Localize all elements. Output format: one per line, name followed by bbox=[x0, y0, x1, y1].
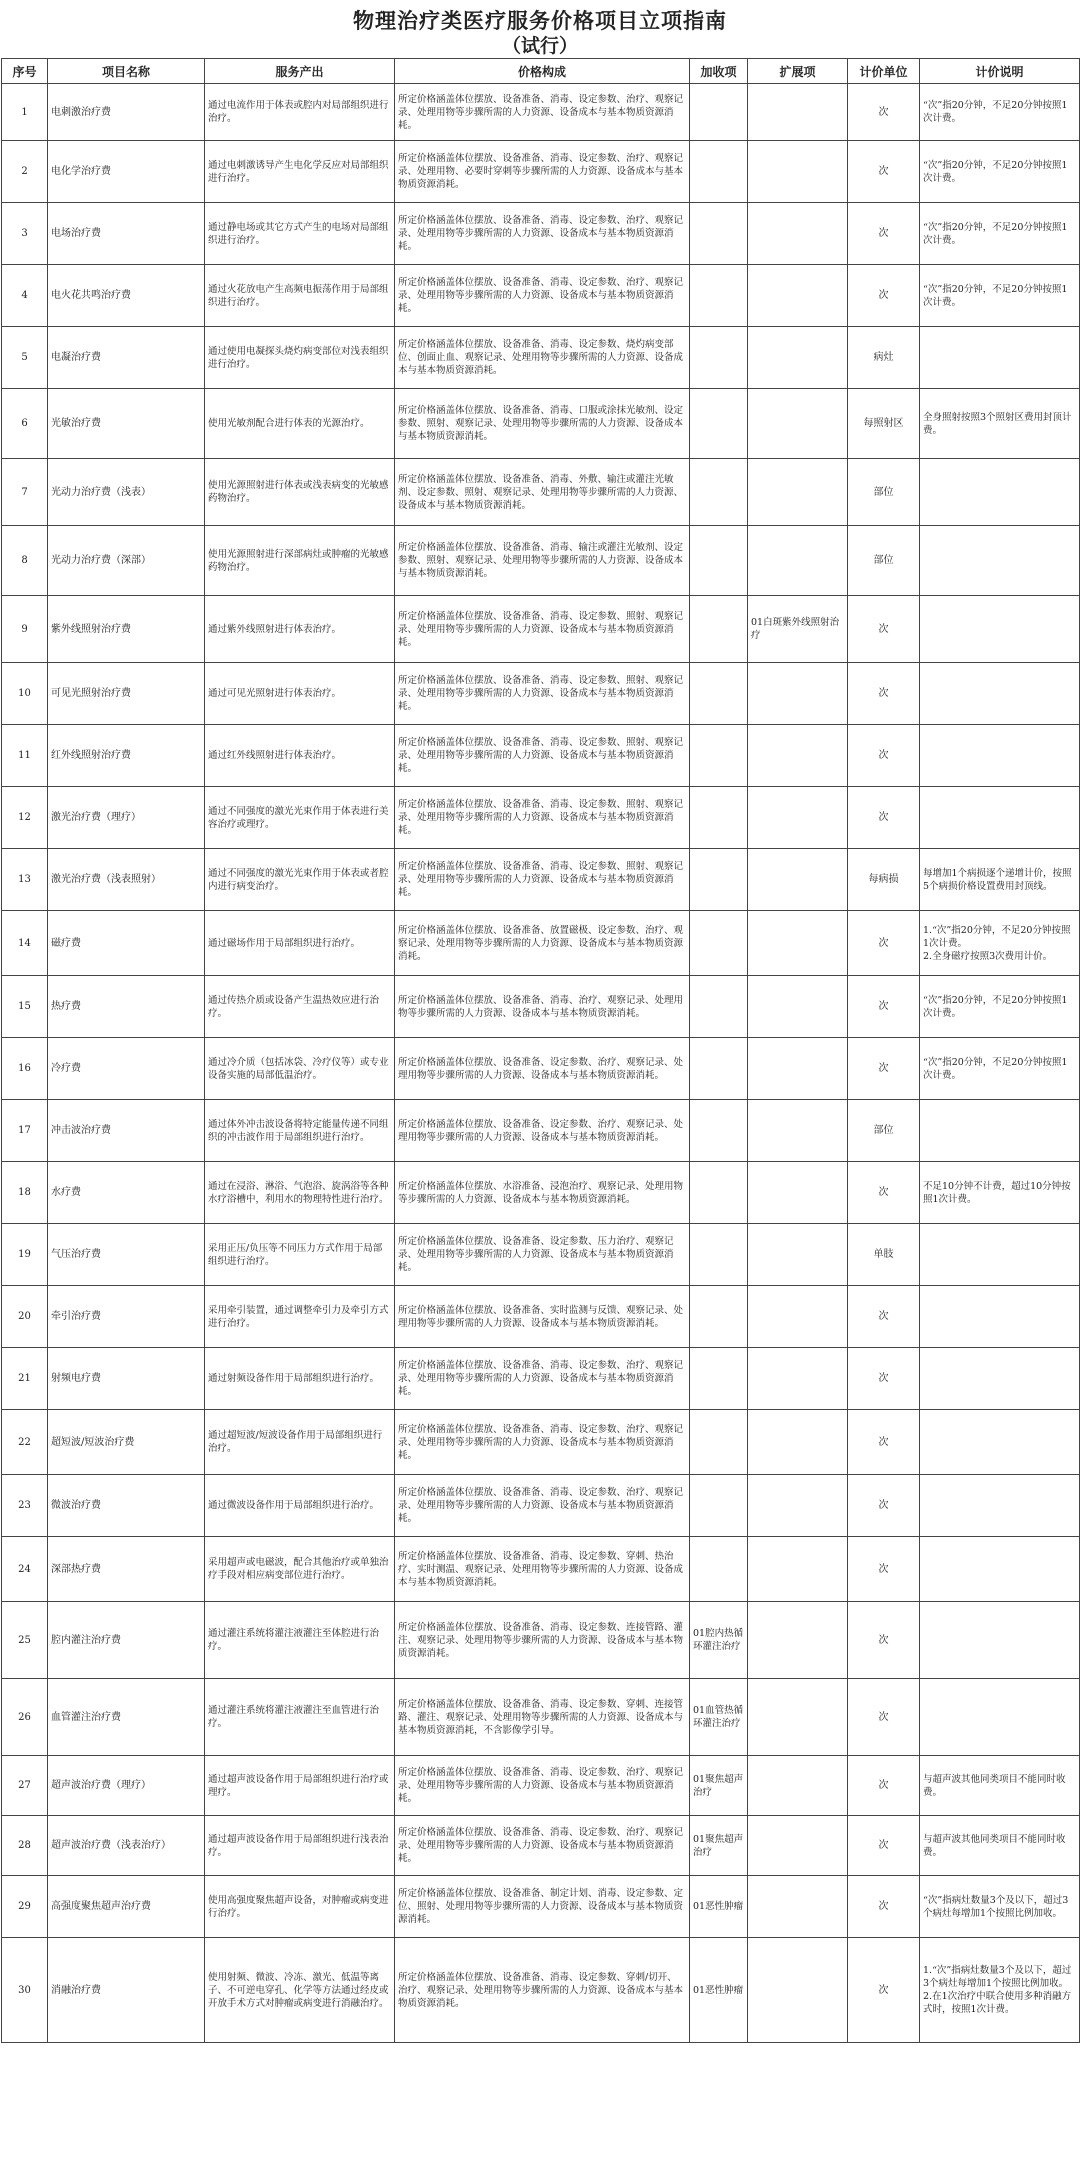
cell-extension bbox=[748, 459, 848, 526]
cell-surcharge bbox=[690, 1475, 748, 1537]
cell-surcharge: 01血管热循环灌注治疗 bbox=[690, 1679, 748, 1756]
cell-no: 9 bbox=[2, 596, 48, 663]
cell-surcharge bbox=[690, 976, 748, 1038]
cell-output: 通过火花放电产生高频电振荡作用于局部组织进行治疗。 bbox=[205, 265, 395, 327]
cell-unit: 次 bbox=[848, 265, 920, 327]
cell-explain bbox=[920, 459, 1080, 526]
cell-name: 激光治疗费（浅表照射） bbox=[48, 849, 205, 911]
table-row bbox=[2, 1475, 1080, 1537]
header-cell-explain: 计价说明 bbox=[920, 59, 1080, 84]
cell-composition: 所定价格涵盖体位摆放、设备准备、消毒、设定参数、连接管路、灌注、观察记录、处理用物等步骤所需的人力资源、设备成本与基本物质资源消耗。 bbox=[395, 1602, 690, 1679]
cell-extension bbox=[748, 1348, 848, 1410]
table-row bbox=[2, 141, 1080, 203]
cell-extension bbox=[748, 389, 848, 459]
cell-name: 深部热疗费 bbox=[48, 1537, 205, 1602]
cell-no: 21 bbox=[2, 1348, 48, 1410]
cell-surcharge bbox=[690, 389, 748, 459]
cell-surcharge bbox=[690, 1038, 748, 1100]
cell-name: 气压治疗费 bbox=[48, 1224, 205, 1286]
cell-composition: 所定价格涵盖体位摆放、设备准备、设定参数、治疗、观察记录、处理用物等步骤所需的人力资源、设备成本与基本物质资源消耗。 bbox=[395, 1038, 690, 1100]
cell-extension bbox=[748, 141, 848, 203]
cell-output: 通过微波设备作用于局部组织进行治疗。 bbox=[205, 1475, 395, 1537]
cell-name: 光动力治疗费（深部） bbox=[48, 526, 205, 596]
cell-output: 通过传热介质或设备产生温热效应进行治疗。 bbox=[205, 976, 395, 1038]
header-cell-name: 项目名称 bbox=[48, 59, 205, 84]
cell-output: 通过紫外线照射进行体表治疗。 bbox=[205, 596, 395, 663]
cell-extension bbox=[748, 787, 848, 849]
cell-name: 光动力治疗费（浅表） bbox=[48, 459, 205, 526]
cell-unit: 单肢 bbox=[848, 1224, 920, 1286]
cell-unit: 次 bbox=[848, 1816, 920, 1876]
cell-name: 超声波治疗费（理疗） bbox=[48, 1756, 205, 1816]
table-row bbox=[2, 1876, 1080, 1938]
cell-extension bbox=[748, 1224, 848, 1286]
cell-composition: 所定价格涵盖体位摆放、设备准备、设定参数、治疗、观察记录、处理用物等步骤所需的人力资源、设备成本与基本物质资源消耗。 bbox=[395, 1100, 690, 1162]
cell-unit: 次 bbox=[848, 1348, 920, 1410]
document-header bbox=[0, 0, 1080, 58]
header-cell-extension: 扩展项 bbox=[748, 59, 848, 84]
cell-explain: “次”指20分钟，不足20分钟按照1次计费。 bbox=[920, 1038, 1080, 1100]
cell-no: 14 bbox=[2, 911, 48, 976]
cell-explain: “次”指病灶数量3个及以下，超过3个病灶每增加1个按照比例加收。 bbox=[920, 1876, 1080, 1938]
table-row bbox=[2, 1756, 1080, 1816]
cell-composition: 所定价格涵盖体位摆放、水浴准备、浸泡治疗、观察记录、处理用物等步骤所需的人力资源、设备成本与基本物质资源消耗。 bbox=[395, 1162, 690, 1224]
cell-output: 通过射频设备作用于局部组织进行治疗。 bbox=[205, 1348, 395, 1410]
price-guide-table bbox=[1, 58, 1080, 2043]
cell-output: 使用高强度聚焦超声设备，对肿瘤或病变进行治疗。 bbox=[205, 1876, 395, 1938]
cell-output: 通过在浸浴、淋浴、气泡浴、旋涡浴等各种水疗浴槽中，利用水的物理特性进行治疗。 bbox=[205, 1162, 395, 1224]
cell-no: 7 bbox=[2, 459, 48, 526]
document-title: 物理治疗类医疗服务价格项目立项指南 bbox=[353, 8, 727, 33]
cell-no: 10 bbox=[2, 663, 48, 725]
table-row bbox=[2, 1410, 1080, 1475]
table-row bbox=[2, 389, 1080, 459]
cell-composition: 所定价格涵盖体位摆放、设备准备、消毒、设定参数、治疗、观察记录、处理用物等步骤所需的人力资源、设备成本与基本物质资源消耗。 bbox=[395, 1816, 690, 1876]
cell-unit: 次 bbox=[848, 1475, 920, 1537]
cell-name: 牵引治疗费 bbox=[48, 1286, 205, 1348]
cell-surcharge: 01恶性肿瘤 bbox=[690, 1938, 748, 2043]
cell-surcharge bbox=[690, 1286, 748, 1348]
cell-extension bbox=[748, 849, 848, 911]
header-cell-composition: 价格构成 bbox=[395, 59, 690, 84]
header-cell-output: 服务产出 bbox=[205, 59, 395, 84]
cell-composition: 所定价格涵盖体位摆放、设备准备、消毒、设定参数、照射、观察记录、处理用物等步骤所需的人力资源、设备成本与基本物质资源消耗。 bbox=[395, 663, 690, 725]
cell-output: 使用射频、微波、冷冻、激光、低温等离子、不可逆电穿孔、化学等方法通过经皮或开放手术方式对肿瘤或病变进行消融治疗。 bbox=[205, 1938, 395, 2043]
cell-extension bbox=[748, 1100, 848, 1162]
cell-output: 通过使用电凝探头烧灼病变部位对浅表组织进行治疗。 bbox=[205, 327, 395, 389]
table-row bbox=[2, 1602, 1080, 1679]
cell-name: 超声波治疗费（浅表治疗） bbox=[48, 1816, 205, 1876]
table-row bbox=[2, 911, 1080, 976]
cell-surcharge bbox=[690, 327, 748, 389]
cell-explain: 与超声波其他同类项目不能同时收费。 bbox=[920, 1816, 1080, 1876]
cell-output: 通过冷介质（包括冰袋、冷疗仪等）或专业设备实施的局部低温治疗。 bbox=[205, 1038, 395, 1100]
cell-extension bbox=[748, 663, 848, 725]
cell-output: 通过体外冲击波设备将特定能量传递不同组织的冲击波作用于局部组织进行治疗。 bbox=[205, 1100, 395, 1162]
cell-unit: 次 bbox=[848, 1038, 920, 1100]
cell-explain bbox=[920, 327, 1080, 389]
cell-composition: 所定价格涵盖体位摆放、设备准备、消毒、设定参数、穿刺、热治疗、实时测温、观察记录、处理用物等步骤所需的人力资源、设备成本与基本物质资源消耗。 bbox=[395, 1537, 690, 1602]
table-row bbox=[2, 1100, 1080, 1162]
cell-explain: “次”指20分钟，不足20分钟按照1次计费。 bbox=[920, 141, 1080, 203]
cell-output: 通过磁场作用于局部组织进行治疗。 bbox=[205, 911, 395, 976]
cell-no: 6 bbox=[2, 389, 48, 459]
cell-explain: “次”指20分钟，不足20分钟按照1次计费。 bbox=[920, 203, 1080, 265]
cell-unit: 部位 bbox=[848, 459, 920, 526]
cell-name: 电场治疗费 bbox=[48, 203, 205, 265]
cell-surcharge bbox=[690, 596, 748, 663]
cell-no: 27 bbox=[2, 1756, 48, 1816]
cell-composition: 所定价格涵盖体位摆放、设备准备、消毒、外敷、输注或灌注光敏剂、设定参数、照射、观察记录、处理用物等步骤所需的人力资源、设备成本与基本物质资源消耗。 bbox=[395, 459, 690, 526]
cell-output: 通过不同强度的激光光束作用于体表进行美容治疗或理疗。 bbox=[205, 787, 395, 849]
cell-no: 19 bbox=[2, 1224, 48, 1286]
cell-explain bbox=[920, 1679, 1080, 1756]
cell-unit: 次 bbox=[848, 1756, 920, 1816]
cell-no: 1 bbox=[2, 84, 48, 141]
cell-surcharge bbox=[690, 1162, 748, 1224]
cell-surcharge bbox=[690, 1410, 748, 1475]
cell-extension bbox=[748, 327, 848, 389]
table-row bbox=[2, 84, 1080, 141]
cell-no: 20 bbox=[2, 1286, 48, 1348]
cell-no: 13 bbox=[2, 849, 48, 911]
cell-no: 2 bbox=[2, 141, 48, 203]
cell-extension bbox=[748, 976, 848, 1038]
cell-no: 8 bbox=[2, 526, 48, 596]
cell-output: 采用牵引装置，通过调整牵引力及牵引方式进行治疗。 bbox=[205, 1286, 395, 1348]
cell-explain: 与超声波其他同类项目不能同时收费。 bbox=[920, 1756, 1080, 1816]
cell-unit: 次 bbox=[848, 1938, 920, 2043]
cell-composition: 所定价格涵盖体位摆放、设备准备、设定参数、压力治疗、观察记录、处理用物等步骤所需的人力资源、设备成本与基本物质资源消耗。 bbox=[395, 1224, 690, 1286]
cell-composition: 所定价格涵盖体位摆放、设备准备、消毒、设定参数、治疗、观察记录、处理用物等步骤所需的人力资源、设备成本与基本物质资源消耗。 bbox=[395, 1756, 690, 1816]
cell-no: 12 bbox=[2, 787, 48, 849]
cell-surcharge bbox=[690, 911, 748, 976]
table-row bbox=[2, 327, 1080, 389]
cell-extension: 01白斑紫外线照射治疗 bbox=[748, 596, 848, 663]
cell-explain: 每增加1个病损逐个递增计价，按照5个病损价格设置费用封顶线。 bbox=[920, 849, 1080, 911]
table-row bbox=[2, 526, 1080, 596]
cell-unit: 次 bbox=[848, 1537, 920, 1602]
cell-no: 25 bbox=[2, 1602, 48, 1679]
header-cell-unit: 计价单位 bbox=[848, 59, 920, 84]
cell-surcharge bbox=[690, 725, 748, 787]
cell-explain bbox=[920, 787, 1080, 849]
cell-output: 通过静电场或其它方式产生的电场对局部组织进行治疗。 bbox=[205, 203, 395, 265]
cell-composition: 所定价格涵盖体位摆放、设备准备、消毒、设定参数、照射、观察记录、处理用物等步骤所需的人力资源、设备成本与基本物质资源消耗。 bbox=[395, 725, 690, 787]
cell-no: 4 bbox=[2, 265, 48, 327]
cell-surcharge: 01聚焦超声治疗 bbox=[690, 1756, 748, 1816]
cell-extension bbox=[748, 1602, 848, 1679]
cell-composition: 所定价格涵盖体位摆放、设备准备、消毒、设定参数、穿刺、连接管路、灌注、观察记录、处理用物等步骤所需的人力资源、设备成本与基本物质资源消耗，不含影像学引导。 bbox=[395, 1679, 690, 1756]
cell-composition: 所定价格涵盖体位摆放、设备准备、消毒、设定参数、治疗、观察记录、处理用物等步骤所需的人力资源、设备成本与基本物质资源消耗。 bbox=[395, 203, 690, 265]
cell-unit: 次 bbox=[848, 663, 920, 725]
table-row bbox=[2, 1162, 1080, 1224]
cell-surcharge bbox=[690, 265, 748, 327]
cell-unit: 次 bbox=[848, 203, 920, 265]
cell-name: 射频电疗费 bbox=[48, 1348, 205, 1410]
cell-name: 磁疗费 bbox=[48, 911, 205, 976]
cell-name: 电火花共鸣治疗费 bbox=[48, 265, 205, 327]
cell-surcharge: 01恶性肿瘤 bbox=[690, 1876, 748, 1938]
cell-surcharge bbox=[690, 459, 748, 526]
cell-output: 使用光敏剂配合进行体表的光源治疗。 bbox=[205, 389, 395, 459]
table-row bbox=[2, 1224, 1080, 1286]
cell-unit: 每病损 bbox=[848, 849, 920, 911]
table-row bbox=[2, 1286, 1080, 1348]
cell-unit: 次 bbox=[848, 1162, 920, 1224]
table-row bbox=[2, 596, 1080, 663]
cell-surcharge bbox=[690, 849, 748, 911]
cell-unit: 每照射区 bbox=[848, 389, 920, 459]
cell-unit: 次 bbox=[848, 976, 920, 1038]
cell-composition: 所定价格涵盖体位摆放、设备准备、消毒、设定参数、穿刺/切开、治疗、观察记录、处理用物等步骤所需的人力资源、设备成本与基本物质资源消耗。 bbox=[395, 1938, 690, 2043]
cell-unit: 次 bbox=[848, 1679, 920, 1756]
table-row bbox=[2, 265, 1080, 327]
cell-name: 冷疗费 bbox=[48, 1038, 205, 1100]
cell-unit: 次 bbox=[848, 725, 920, 787]
cell-surcharge bbox=[690, 663, 748, 725]
cell-output: 通过可见光照射进行体表治疗。 bbox=[205, 663, 395, 725]
cell-extension bbox=[748, 1537, 848, 1602]
cell-explain bbox=[920, 1475, 1080, 1537]
cell-unit: 次 bbox=[848, 1602, 920, 1679]
table-row bbox=[2, 1816, 1080, 1876]
cell-unit: 次 bbox=[848, 84, 920, 141]
cell-extension bbox=[748, 1679, 848, 1756]
cell-explain bbox=[920, 1286, 1080, 1348]
cell-surcharge bbox=[690, 1348, 748, 1410]
table-row bbox=[2, 1348, 1080, 1410]
cell-unit: 部位 bbox=[848, 526, 920, 596]
cell-name: 紫外线照射治疗费 bbox=[48, 596, 205, 663]
cell-extension bbox=[748, 1475, 848, 1537]
cell-composition: 所定价格涵盖体位摆放、设备准备、放置磁极、设定参数、治疗、观察记录、处理用物等步骤所需的人力资源、设备成本与基本物质资源消耗。 bbox=[395, 911, 690, 976]
cell-name: 光敏治疗费 bbox=[48, 389, 205, 459]
cell-composition: 所定价格涵盖体位摆放、设备准备、消毒、设定参数、治疗、观察记录、处理用物等步骤所需的人力资源、设备成本与基本物质资源消耗。 bbox=[395, 1348, 690, 1410]
cell-name: 腔内灌注治疗费 bbox=[48, 1602, 205, 1679]
cell-output: 通过灌注系统将灌注液灌注至血管进行治疗。 bbox=[205, 1679, 395, 1756]
table-row bbox=[2, 459, 1080, 526]
cell-explain bbox=[920, 725, 1080, 787]
cell-composition: 所定价格涵盖体位摆放、设备准备、消毒、设定参数、治疗、观察记录、处理用物等步骤所需的人力资源、设备成本与基本物质资源消耗。 bbox=[395, 265, 690, 327]
header-cell-surcharge: 加收项 bbox=[690, 59, 748, 84]
cell-output: 使用光源照射进行体表或浅表病变的光敏感药物治疗。 bbox=[205, 459, 395, 526]
table-row bbox=[2, 976, 1080, 1038]
cell-explain bbox=[920, 1602, 1080, 1679]
cell-no: 30 bbox=[2, 1938, 48, 2043]
cell-name: 超短波/短波治疗费 bbox=[48, 1410, 205, 1475]
cell-output: 采用超声或电磁波，配合其他治疗或单独治疗手段对相应病变部位进行治疗。 bbox=[205, 1537, 395, 1602]
cell-no: 24 bbox=[2, 1537, 48, 1602]
cell-no: 29 bbox=[2, 1876, 48, 1938]
cell-unit: 次 bbox=[848, 1286, 920, 1348]
cell-name: 可见光照射治疗费 bbox=[48, 663, 205, 725]
cell-explain bbox=[920, 1410, 1080, 1475]
cell-extension bbox=[748, 265, 848, 327]
cell-output: 使用光源照射进行深部病灶或肿瘤的光敏感药物治疗。 bbox=[205, 526, 395, 596]
cell-explain: “次”指20分钟，不足20分钟按照1次计费。 bbox=[920, 976, 1080, 1038]
cell-unit: 次 bbox=[848, 787, 920, 849]
cell-output: 通过超短波/短波设备作用于局部组织进行治疗。 bbox=[205, 1410, 395, 1475]
cell-explain bbox=[920, 1537, 1080, 1602]
cell-explain bbox=[920, 1224, 1080, 1286]
cell-name: 冲击波治疗费 bbox=[48, 1100, 205, 1162]
cell-name: 红外线照射治疗费 bbox=[48, 725, 205, 787]
cell-composition: 所定价格涵盖体位摆放、设备准备、消毒、设定参数、治疗、观察记录、处理用物等步骤所需的人力资源、设备成本与基本物质资源消耗。 bbox=[395, 1410, 690, 1475]
cell-extension bbox=[748, 1410, 848, 1475]
cell-no: 16 bbox=[2, 1038, 48, 1100]
cell-unit: 次 bbox=[848, 911, 920, 976]
cell-composition: 所定价格涵盖体位摆放、设备准备、消毒、口服或涂抹光敏剂、设定参数、照射、观察记录、处理用物等步骤所需的人力资源、设备成本与基本物质资源消耗。 bbox=[395, 389, 690, 459]
cell-explain bbox=[920, 1100, 1080, 1162]
table-header-row bbox=[2, 59, 1080, 84]
table-row bbox=[2, 203, 1080, 265]
cell-name: 水疗费 bbox=[48, 1162, 205, 1224]
table-row bbox=[2, 1938, 1080, 2043]
cell-name: 激光治疗费（理疗） bbox=[48, 787, 205, 849]
cell-extension bbox=[748, 1816, 848, 1876]
cell-explain bbox=[920, 1348, 1080, 1410]
cell-extension bbox=[748, 84, 848, 141]
cell-no: 15 bbox=[2, 976, 48, 1038]
document-subtitle: （试行） bbox=[501, 35, 578, 57]
cell-surcharge bbox=[690, 1224, 748, 1286]
cell-composition: 所定价格涵盖体位摆放、设备准备、消毒、治疗、观察记录、处理用物等步骤所需的人力资源、设备成本与基本物质资源消耗。 bbox=[395, 976, 690, 1038]
cell-explain: 全身照射按照3个照射区费用封顶计费。 bbox=[920, 389, 1080, 459]
cell-name: 热疗费 bbox=[48, 976, 205, 1038]
table-row bbox=[2, 849, 1080, 911]
cell-composition: 所定价格涵盖体位摆放、设备准备、消毒、设定参数、治疗、观察记录、处理用物、必要时穿刺等步骤所需的人力资源、设备成本与基本物质资源消耗。 bbox=[395, 141, 690, 203]
cell-extension bbox=[748, 1038, 848, 1100]
cell-composition: 所定价格涵盖体位摆放、设备准备、消毒、输注或灌注光敏剂、设定参数、照射、观察记录、处理用物等步骤所需的人力资源、设备成本与基本物质资源消耗。 bbox=[395, 526, 690, 596]
cell-surcharge bbox=[690, 1537, 748, 1602]
cell-no: 17 bbox=[2, 1100, 48, 1162]
cell-extension bbox=[748, 203, 848, 265]
cell-extension bbox=[748, 1286, 848, 1348]
cell-surcharge bbox=[690, 203, 748, 265]
cell-composition: 所定价格涵盖体位摆放、设备准备、消毒、设定参数、烧灼病变部位、创面止血、观察记录、处理用物等步骤所需的人力资源、设备成本与基本物质资源消耗。 bbox=[395, 327, 690, 389]
cell-no: 26 bbox=[2, 1679, 48, 1756]
cell-composition: 所定价格涵盖体位摆放、设备准备、消毒、设定参数、治疗、观察记录、处理用物等步骤所需的人力资源、设备成本与基本物质资源消耗。 bbox=[395, 84, 690, 141]
table-row bbox=[2, 787, 1080, 849]
cell-no: 11 bbox=[2, 725, 48, 787]
cell-explain bbox=[920, 663, 1080, 725]
header-cell-no: 序号 bbox=[2, 59, 48, 84]
cell-no: 28 bbox=[2, 1816, 48, 1876]
cell-no: 22 bbox=[2, 1410, 48, 1475]
cell-output: 通过超声波设备作用于局部组织进行浅表治疗。 bbox=[205, 1816, 395, 1876]
table-row bbox=[2, 663, 1080, 725]
cell-unit: 次 bbox=[848, 141, 920, 203]
cell-surcharge bbox=[690, 526, 748, 596]
cell-composition: 所定价格涵盖体位摆放、设备准备、消毒、设定参数、治疗、观察记录、处理用物等步骤所需的人力资源、设备成本与基本物质资源消耗。 bbox=[395, 1475, 690, 1537]
cell-surcharge bbox=[690, 787, 748, 849]
cell-output: 通过灌注系统将灌注液灌注至体腔进行治疗。 bbox=[205, 1602, 395, 1679]
cell-no: 18 bbox=[2, 1162, 48, 1224]
cell-unit: 次 bbox=[848, 1876, 920, 1938]
cell-explain bbox=[920, 526, 1080, 596]
cell-extension bbox=[748, 1162, 848, 1224]
cell-explain bbox=[920, 596, 1080, 663]
cell-composition: 所定价格涵盖体位摆放、设备准备、消毒、设定参数、照射、观察记录、处理用物等步骤所需的人力资源、设备成本与基本物质资源消耗。 bbox=[395, 596, 690, 663]
cell-extension bbox=[748, 526, 848, 596]
cell-composition: 所定价格涵盖体位摆放、设备准备、实时监测与反馈、观察记录、处理用物等步骤所需的人力资源、设备成本与基本物质资源消耗。 bbox=[395, 1286, 690, 1348]
cell-explain: “次”指20分钟，不足20分钟按照1次计费。 bbox=[920, 84, 1080, 141]
cell-name: 高强度聚焦超声治疗费 bbox=[48, 1876, 205, 1938]
cell-output: 采用正压/负压等不同压力方式作用于局部组织进行治疗。 bbox=[205, 1224, 395, 1286]
cell-name: 电刺激治疗费 bbox=[48, 84, 205, 141]
table-row bbox=[2, 1038, 1080, 1100]
cell-surcharge: 01腔内热循环灌注治疗 bbox=[690, 1602, 748, 1679]
cell-explain: “次”指20分钟，不足20分钟按照1次计费。 bbox=[920, 265, 1080, 327]
cell-extension bbox=[748, 1756, 848, 1816]
cell-no: 3 bbox=[2, 203, 48, 265]
cell-explain: 不足10分钟不计费，超过10分钟按照1次计费。 bbox=[920, 1162, 1080, 1224]
table-row bbox=[2, 1537, 1080, 1602]
cell-composition: 所定价格涵盖体位摆放、设备准备、制定计划、消毒、设定参数、定位、照射、处理用物等步骤所需的人力资源、设备成本与基本物质资源消耗。 bbox=[395, 1876, 690, 1938]
cell-surcharge bbox=[690, 141, 748, 203]
cell-composition: 所定价格涵盖体位摆放、设备准备、消毒、设定参数、照射、观察记录、处理用物等步骤所需的人力资源、设备成本与基本物质资源消耗。 bbox=[395, 849, 690, 911]
cell-explain: 1.“次”指病灶数量3个及以下，超过3个病灶每增加1个按照比例加收。 2.在1次治疗中联合使用多种消融方式时，按照1次计费。 bbox=[920, 1938, 1080, 2043]
cell-surcharge bbox=[690, 1100, 748, 1162]
cell-unit: 病灶 bbox=[848, 327, 920, 389]
cell-name: 血管灌注治疗费 bbox=[48, 1679, 205, 1756]
cell-extension bbox=[748, 1876, 848, 1938]
cell-output: 通过电流作用于体表或腔内对局部组织进行治疗。 bbox=[205, 84, 395, 141]
cell-unit: 次 bbox=[848, 596, 920, 663]
table-row bbox=[2, 1679, 1080, 1756]
cell-output: 通过超声波设备作用于局部组织进行治疗或理疗。 bbox=[205, 1756, 395, 1816]
cell-surcharge: 01聚焦超声治疗 bbox=[690, 1816, 748, 1876]
cell-no: 5 bbox=[2, 327, 48, 389]
table-row bbox=[2, 725, 1080, 787]
cell-unit: 部位 bbox=[848, 1100, 920, 1162]
cell-no: 23 bbox=[2, 1475, 48, 1537]
cell-surcharge bbox=[690, 84, 748, 141]
cell-extension bbox=[748, 725, 848, 787]
cell-name: 微波治疗费 bbox=[48, 1475, 205, 1537]
cell-name: 消融治疗费 bbox=[48, 1938, 205, 2043]
cell-name: 电凝治疗费 bbox=[48, 327, 205, 389]
cell-explain: 1.“次”指20分钟，不足20分钟按照1次计费。 2.全身磁疗按照3次费用计价。 bbox=[920, 911, 1080, 976]
table-body bbox=[2, 84, 1080, 2043]
cell-output: 通过红外线照射进行体表治疗。 bbox=[205, 725, 395, 787]
cell-output: 通过电刺激诱导产生电化学反应对局部组织进行治疗。 bbox=[205, 141, 395, 203]
cell-name: 电化学治疗费 bbox=[48, 141, 205, 203]
cell-unit: 次 bbox=[848, 1410, 920, 1475]
cell-composition: 所定价格涵盖体位摆放、设备准备、消毒、设定参数、照射、观察记录、处理用物等步骤所需的人力资源、设备成本与基本物质资源消耗。 bbox=[395, 787, 690, 849]
cell-extension bbox=[748, 1938, 848, 2043]
cell-output: 通过不同强度的激光光束作用于体表或者腔内进行病变治疗。 bbox=[205, 849, 395, 911]
cell-extension bbox=[748, 911, 848, 976]
